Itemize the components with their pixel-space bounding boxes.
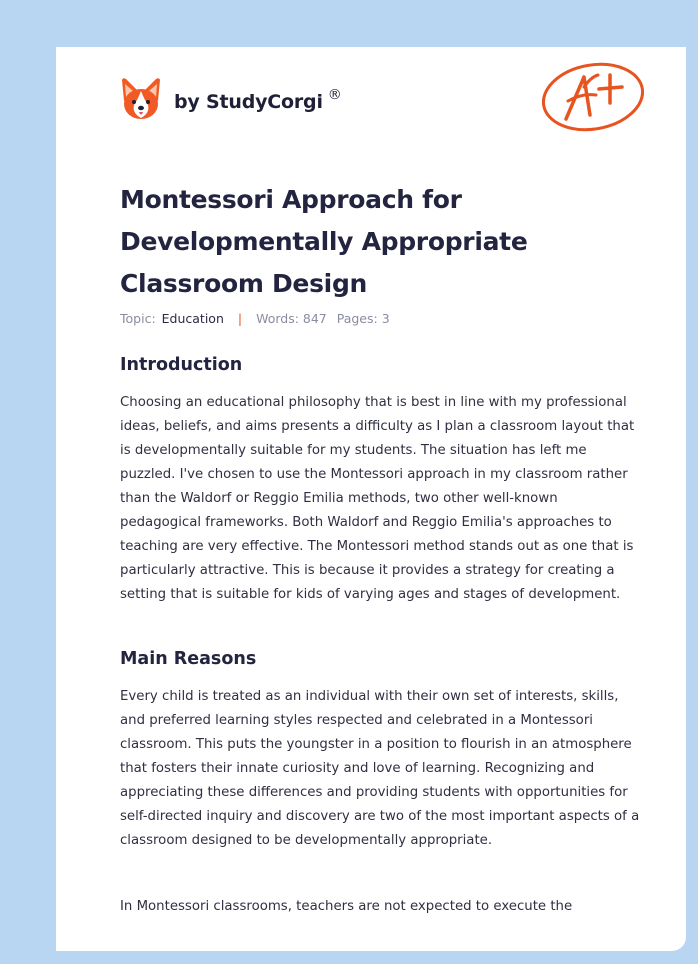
corgi-logo-icon (120, 77, 162, 121)
brand-header[interactable] (120, 77, 342, 121)
topic-label: Topic: (120, 311, 156, 326)
section-heading-introduction: Introduction (120, 355, 243, 375)
section-heading-main-reasons: Main Reasons (120, 649, 257, 669)
meta-separator: | (237, 311, 243, 326)
paragraph: Choosing an educational philosophy that is best in line with my professional ideas, beliefs, and aims presents a difficulty as I plan a classroom layout that is developmentally suitable for my students. The situation has left me puzzled. I've chosen to use the Montessori approach in my classroom rather than the Waldorf or Reggio Emilia methods, two other well-known pedagogical frameworks. Both Waldorf and Reggio Emilia's approaches to teaching are very effective. The Montessori method stands out as one that is particularly attractive. This is because it provides a strategy for creating a setting that is suitable for kids of varying ages and stages of development. (120, 395, 635, 602)
essay-title: Montessori Approach for Developmentally Appropriate Classroom Design (120, 185, 528, 298)
paragraph: In Montessori classrooms, teachers are not expected to execute the (120, 899, 573, 914)
topic-link[interactable]: Education (161, 311, 224, 326)
registered-mark: ® (327, 87, 342, 103)
word-count: Words: 847 (256, 311, 327, 326)
essay-meta (120, 311, 390, 326)
document-page (56, 47, 686, 951)
paragraph: Every child is treated as an individual with their own set of interests, skills, and preferred learning styles respected and celebrated in a Montessori classroom. This puts the youngster in a position to flourish in an atmosphere that fosters their innate curiosity and love of learning. Recognizing and appreciating these differences and providing students with opportunities for self-directed inquiry and discovery are two of the most important aspects of a classroom designed to be developmentally appropriate. (120, 689, 640, 848)
page-count: Pages: 3 (336, 311, 390, 326)
brand-name: by StudyCorgi ® (174, 87, 342, 113)
grade-a-plus-icon (538, 59, 648, 139)
